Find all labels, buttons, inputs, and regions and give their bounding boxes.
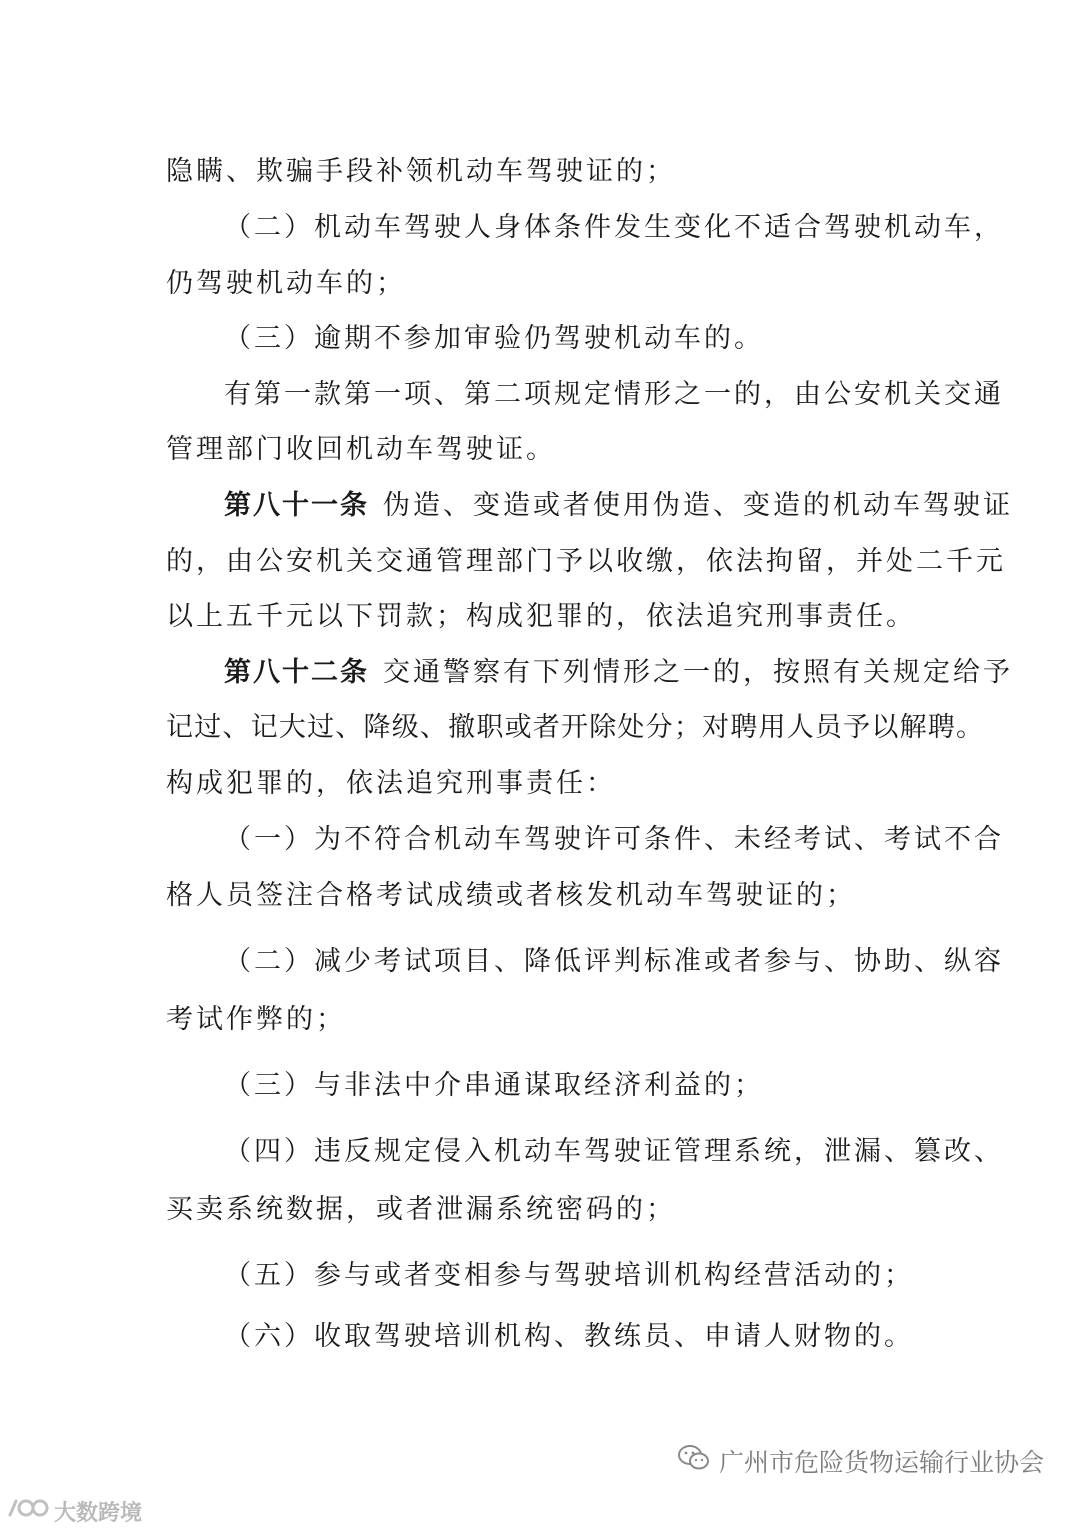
text-line: 伪造、变造或者使用伪造、变造的机动车驾驶证 xyxy=(383,490,1013,521)
text-line: （三）与非法中介串通谋取经济利益的； xyxy=(224,1070,764,1101)
text-line: 有第一款第一项、第二项规定情形之一的，由公安机关交通 xyxy=(224,379,1004,410)
text-line: （二）减少考试项目、降低评判标准或者参与、协助、纵容 xyxy=(224,946,1004,977)
text-line: 的，由公安机关交通管理部门予以收缴，依法拘留，并处二千元 xyxy=(166,546,1006,577)
wechat-watermark xyxy=(677,1436,1044,1486)
text-line: 考试作弊的； xyxy=(166,1004,346,1035)
wechat-icon xyxy=(677,1443,711,1479)
text-line: 交通警察有下列情形之一的，按照有关规定给予 xyxy=(383,657,1013,688)
text-line: 记过、记大过、降级、撤职或者开除处分；对聘用人员予以解聘。 xyxy=(166,712,984,743)
text-line: （五）参与或者变相参与驾驶培训机构经营活动的； xyxy=(224,1260,914,1291)
source-logo-text: 大数跨境 xyxy=(54,1500,143,1526)
source-logo-icon xyxy=(6,1495,50,1527)
text-line: （六）收取驾驶培训机构、教练员、申请人财物的。 xyxy=(224,1321,914,1352)
text-line: 买卖系统数据，或者泄漏系统密码的； xyxy=(166,1194,676,1225)
article-82-first-line xyxy=(224,653,1013,693)
text-line: （二）机动车驾驶人身体条件发生变化不适合驾驶机动车， xyxy=(224,212,1004,243)
text-line: 仍驾驶机动车的； xyxy=(166,268,406,299)
text-line: 格人员签注合格考试成绩或者核发机动车驾驶证的； xyxy=(166,880,856,911)
article-81-first-line xyxy=(224,486,1013,526)
text-line: 隐瞒、欺骗手段补领机动车驾驶证的； xyxy=(166,156,676,187)
text-line: （四）违反规定侵入机动车驾驶证管理系统，泄漏、篡改、 xyxy=(224,1136,1004,1167)
text-line: 构成犯罪的，依法追究刑事责任： xyxy=(166,768,616,799)
wechat-account-name: 广州市危险货物运输行业协会 xyxy=(718,1448,1044,1477)
text-line: （一）为不符合机动车驾驶许可条件、未经考试、考试不合 xyxy=(224,824,1004,855)
article-81-title: 第八十一条 xyxy=(224,490,369,521)
source-watermark xyxy=(6,1494,142,1528)
text-line: 以上五千元以下罚款；构成犯罪的，依法追究刑事责任。 xyxy=(166,601,916,632)
text-line: （三）逾期不参加审验仍驾驶机动车的。 xyxy=(224,323,764,354)
article-82-title: 第八十二条 xyxy=(224,657,369,688)
text-line: 管理部门收回机动车驾驶证。 xyxy=(166,434,556,465)
